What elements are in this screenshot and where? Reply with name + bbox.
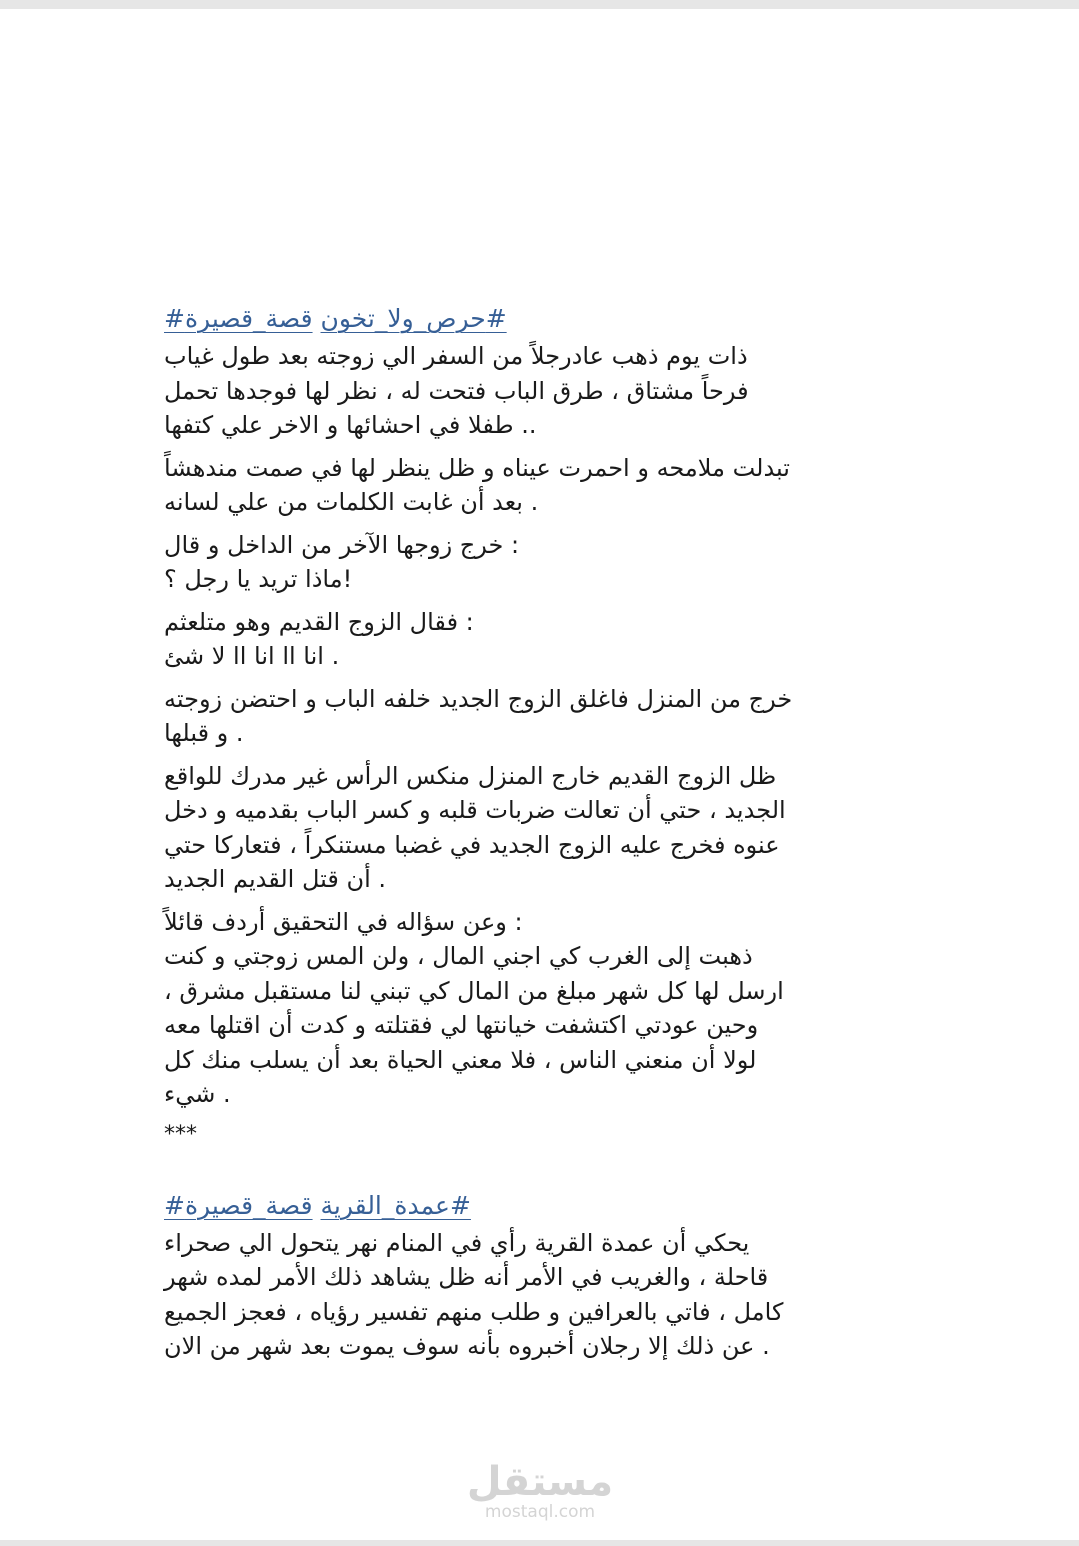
text-line: فرحاً مشتاق ، طرق الباب فتحت له ، نظر لها فوجدها تحمل bbox=[164, 376, 757, 405]
text-line: وحين عودتي اكتشفت خيانتها لي فقتلته و كدت أن اقتلها معه bbox=[164, 1011, 766, 1039]
hashtag-link[interactable]: قصة_قصيرة# bbox=[184, 1190, 471, 1220]
text-line: ارسل لها كل شهر مبلغ من المال كي تبني لنا مستقبل مشرق ، bbox=[164, 976, 784, 1005]
document-page bbox=[0, 9, 1079, 1540]
story1-paragraph bbox=[164, 605, 924, 674]
document-content bbox=[164, 299, 924, 1372]
text-line: ذات يوم ذهب عادرجلاً من السفر الي زوجته بعد طول غياب bbox=[164, 342, 756, 370]
text-line: ظل الزوج القديم خارج المنزل منكس الرأس غير مدرك للواقع bbox=[164, 761, 784, 790]
text-line: !ماذا تريد يا رجل ؟ bbox=[164, 565, 353, 593]
text-line: . عن ذلك إلا رجلان أخبروه بأنه سوف يموت بعد شهر من الان bbox=[164, 1332, 778, 1360]
hashtag-link[interactable]: قصة_قصيرة# bbox=[184, 304, 507, 333]
story2-paragraph bbox=[164, 1226, 924, 1364]
text-line: . و قبلها bbox=[164, 719, 252, 747]
text-line: تبدلت ملامحه و احمرت عيناه و ظل ينظر لها في صمت مندهشاً bbox=[164, 453, 790, 482]
text-line: الجديد ، حتي أن تعالت ضربات قلبه و كسر الباب بقدميه و دخل bbox=[164, 796, 794, 824]
story1-hashtags bbox=[164, 299, 924, 339]
text-line: خرج من المنزل فاغلق الزوج الجديد خلفه الباب و احتضن زوجته bbox=[164, 684, 793, 713]
story1-paragraph bbox=[164, 339, 924, 443]
text-line: عنوه فخرج عليه الزوج الجديد في غضبا مستنكراً ، فتعاركا حتي bbox=[164, 830, 788, 859]
text-line: كامل ، فاتي بالعرافين و طلب منهم تفسير رؤياه ، فعجز الجميع bbox=[164, 1297, 791, 1326]
hashtag-link[interactable]: #حرص_ولا_تخون bbox=[164, 304, 486, 333]
story1-paragraph bbox=[164, 528, 924, 597]
text-line: . أن قتل القديم الجديد bbox=[164, 865, 394, 893]
story2-hashtags bbox=[164, 1186, 924, 1226]
text-line: : فقال الزوج القديم وهو متلعثم bbox=[164, 607, 474, 636]
watermark-url: mostaql.com bbox=[484, 1502, 596, 1522]
text-line: يحكي أن عمدة القرية رأي في المنام نهر يتحول الي صحراء bbox=[164, 1228, 757, 1257]
text-line: : خرج زوجها الآخر من الداخل و قال bbox=[164, 530, 520, 559]
text-line: . انا اا انا اا لا شئ bbox=[164, 642, 347, 670]
text-line: : وعن سؤاله في التحقيق أردف قائلاً bbox=[164, 907, 523, 936]
watermark-logo: مستقل bbox=[466, 1459, 614, 1505]
story1-paragraph bbox=[164, 759, 924, 897]
text-line: قاحلة ، والغريب في الأمر أنه ظل يشاهد ذلك الأمر لمده شهر bbox=[164, 1263, 776, 1291]
text-line: . بعد أن غابت الكلمات من علي لسانه bbox=[164, 488, 546, 516]
section-separator: *** bbox=[164, 1121, 197, 1147]
text-line: . شيء bbox=[164, 1080, 239, 1108]
text-line: ذهبت إلى الغرب كي اجني المال ، ولن المس زوجتي و كنت bbox=[164, 942, 761, 970]
story1-paragraph bbox=[164, 451, 924, 520]
text-line: لولا أن منعني الناس ، فلا معني الحياة بعد أن يسلب منك كل bbox=[164, 1045, 765, 1074]
spacer bbox=[164, 1150, 924, 1186]
story1-paragraph bbox=[164, 682, 924, 751]
text-line: .. طفلا في احشائها و الاخر علي كتفها bbox=[164, 411, 537, 439]
story1-paragraph bbox=[164, 905, 924, 1112]
hashtag-link[interactable]: #عمدة_القرية bbox=[164, 1190, 450, 1220]
mostaql-watermark bbox=[465, 1461, 615, 1521]
